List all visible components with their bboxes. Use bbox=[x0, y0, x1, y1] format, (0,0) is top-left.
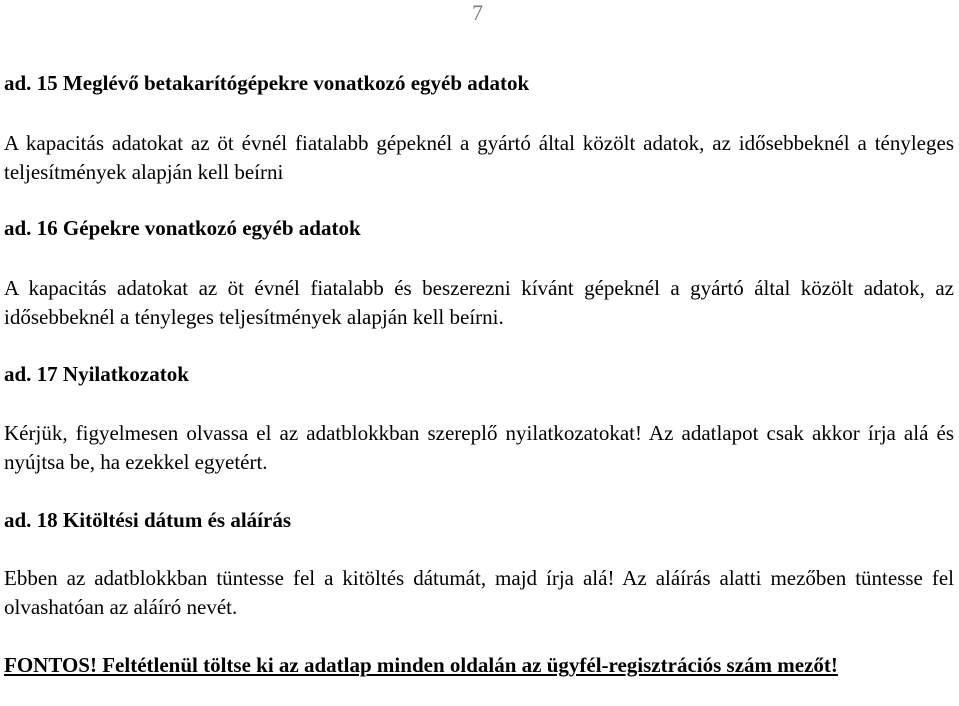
page-number: 7 bbox=[472, 0, 483, 25]
important-note: FONTOS! Feltétlenül töltse ki az adatlap minden oldalán az ügyfél-regisztrációs szám mezőt! bbox=[4, 653, 838, 677]
section-text-18: Ebben az adatblokkban tüntesse fel a kitöltés dátumát, majd írja alá! Az aláírás alatti mezőben tüntesse fel olvashatóan az aláíró nevét. bbox=[4, 566, 954, 619]
section-text-16: A kapacitás adatokat az öt évnél fiatalabb és beszerezni kívánt gépeknél a gyártó által közölt adatok, az idősebbeknél a tényleges teljesítmények alapján kell beírni. bbox=[4, 276, 954, 329]
section-text-17: Kérjük, figyelmesen olvassa el az adatblokkban szereplő nyilatkozatokat! Az adatlapot csak akkor írja alá és nyújtsa be, ha ezekkel egyetért. bbox=[4, 421, 954, 474]
section-heading-16: ad. 16 Gépekre vonatkozó egyéb adatok bbox=[4, 216, 361, 240]
section-heading-18: ad. 18 Kitöltési dátum és aláírás bbox=[4, 508, 291, 532]
section-heading-15: ad. 15 Meglévő betakarítógépekre vonatkozó egyéb adatok bbox=[4, 71, 530, 95]
section-text-15: A kapacitás adatokat az öt évnél fiatalabb gépeknél a gyártó által közölt adatok, az idősebbeknél a tényleges teljesítmények alapján kell beírni bbox=[4, 131, 954, 184]
section-heading-17: ad. 17 Nyilatkozatok bbox=[4, 362, 189, 386]
